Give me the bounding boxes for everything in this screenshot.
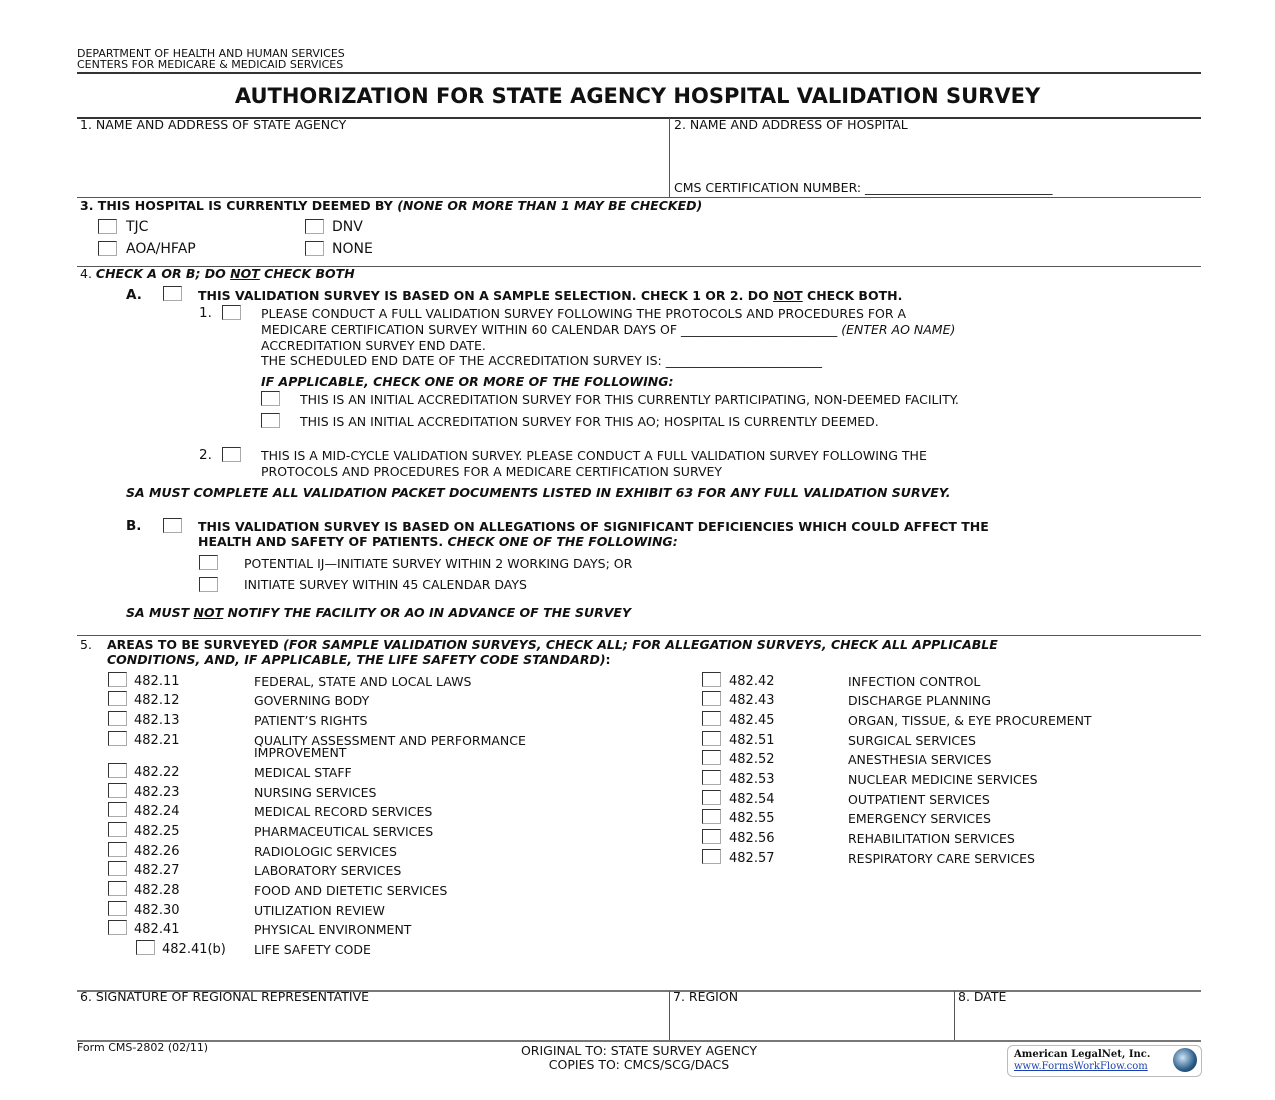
area-description: PHYSICAL ENVIRONMENT bbox=[254, 922, 412, 937]
area-checkbox[interactable] bbox=[702, 750, 721, 765]
area-description: GOVERNING BODY bbox=[254, 693, 370, 708]
option-b-checkbox[interactable] bbox=[163, 518, 182, 533]
scheduled-end-date-field[interactable]: THE SCHEDULED END DATE OF THE ACCREDITATION SURVEY IS: _________________________ bbox=[261, 353, 822, 368]
area-description: DISCHARGE PLANNING bbox=[848, 693, 991, 708]
area-code: 482.23 bbox=[134, 785, 180, 800]
area-description: ORGAN, TISSUE, & EYE PROCUREMENT bbox=[848, 713, 1092, 728]
area-checkbox[interactable] bbox=[108, 881, 127, 896]
area-code: 482.52 bbox=[729, 752, 775, 767]
divider bbox=[669, 991, 670, 1040]
area-description: MEDICAL RECORD SERVICES bbox=[254, 804, 433, 819]
within-45-days-label: INITIATE SURVEY WITHIN 45 CALENDAR DAYS bbox=[244, 577, 527, 592]
tjc-label: TJC bbox=[126, 219, 149, 235]
option-a1-marker: 1. bbox=[199, 305, 212, 321]
option-a2-checkbox[interactable] bbox=[222, 447, 241, 462]
area-code: 482.41 bbox=[134, 922, 180, 937]
none-label: NONE bbox=[332, 241, 373, 257]
section-5-number: 5. bbox=[80, 637, 92, 652]
option-a2-marker: 2. bbox=[199, 447, 212, 463]
department-name: DEPARTMENT OF HEALTH AND HUMAN SERVICES bbox=[77, 47, 345, 60]
area-code: 482.43 bbox=[729, 693, 775, 708]
option-a1-line: MEDICARE CERTIFICATION SURVEY WITHIN 60 CALENDAR DAYS OF _________________________ (ENTER AO NAME) bbox=[261, 322, 956, 337]
area-description: RESPIRATORY CARE SERVICES bbox=[848, 851, 1035, 866]
area-description: OUTPATIENT SERVICES bbox=[848, 792, 990, 807]
sa-must-complete-note: SA MUST COMPLETE ALL VALIDATION PACKET DOCUMENTS LISTED IN EXHIBIT 63 FOR ANY FULL VALIDATION SURVEY. bbox=[126, 485, 951, 500]
section-4-label: 4. CHECK A OR B; DO NOT CHECK BOTH bbox=[80, 266, 355, 281]
option-b-line: HEALTH AND SAFETY OF PATIENTS. CHECK ONE OF THE FOLLOWING: bbox=[198, 534, 678, 549]
if-applicable-label: IF APPLICABLE, CHECK ONE OR MORE OF THE FOLLOWING: bbox=[261, 374, 674, 389]
date-label: 8. DATE bbox=[958, 989, 1007, 1004]
hospital-label: 2. NAME AND ADDRESS OF HOSPITAL bbox=[674, 117, 908, 132]
divider bbox=[77, 1040, 1201, 1042]
area-code: 482.13 bbox=[134, 713, 180, 728]
area-code: 482.30 bbox=[134, 903, 180, 918]
formsworkflow-link[interactable]: www.FormsWorkFlow.com bbox=[1014, 1061, 1148, 1072]
area-description: INFECTION CONTROL bbox=[848, 674, 981, 689]
area-description: NUCLEAR MEDICINE SERVICES bbox=[848, 772, 1038, 787]
section-5-note: CONDITIONS, AND, IF APPLICABLE, THE LIFE SAFETY CODE STANDARD): bbox=[107, 652, 611, 667]
area-description: IMPROVEMENT bbox=[254, 745, 347, 760]
option-a1-line: PLEASE CONDUCT A FULL VALIDATION SURVEY FOLLOWING THE PROTOCOLS AND PROCEDURES FOR A bbox=[261, 306, 907, 321]
initial-deemed-label: THIS IS AN INITIAL ACCREDITATION SURVEY FOR THIS AO; HOSPITAL IS CURRENTLY DEEMED. bbox=[300, 414, 879, 429]
area-checkbox[interactable] bbox=[702, 849, 721, 864]
divider bbox=[77, 635, 1201, 636]
option-b-marker: B. bbox=[126, 518, 142, 534]
area-description: FOOD AND DIETETIC SERVICES bbox=[254, 883, 448, 898]
divider bbox=[77, 72, 1201, 74]
area-description: EMERGENCY SERVICES bbox=[848, 811, 991, 826]
none-checkbox[interactable] bbox=[305, 241, 324, 256]
state-agency-label: 1. NAME AND ADDRESS OF STATE AGENCY bbox=[80, 117, 347, 132]
area-code: 482.42 bbox=[729, 674, 775, 689]
area-checkbox[interactable] bbox=[108, 802, 127, 817]
divider bbox=[669, 118, 670, 197]
aoa-hfap-checkbox[interactable] bbox=[98, 241, 117, 256]
globe-icon bbox=[1173, 1048, 1197, 1072]
area-checkbox[interactable] bbox=[108, 901, 127, 916]
area-description: QUALITY ASSESSMENT AND PERFORMANCE bbox=[254, 733, 526, 748]
copies-to: COPIES TO: CMCS/SCG/DACS bbox=[548, 1057, 730, 1072]
area-description: SURGICAL SERVICES bbox=[848, 733, 976, 748]
area-checkbox[interactable] bbox=[108, 763, 127, 778]
area-checkbox[interactable] bbox=[108, 920, 127, 935]
area-checkbox[interactable] bbox=[702, 711, 721, 726]
initial-deemed-checkbox[interactable] bbox=[261, 413, 280, 428]
cms-certification-number-field[interactable]: CMS CERTIFICATION NUMBER: ______________________________ bbox=[674, 180, 1053, 195]
divider bbox=[954, 991, 955, 1040]
area-checkbox[interactable] bbox=[702, 672, 721, 687]
area-code: 482.56 bbox=[729, 831, 775, 846]
area-code: 482.27 bbox=[134, 863, 180, 878]
area-description: FEDERAL, STATE AND LOCAL LAWS bbox=[254, 674, 472, 689]
area-description: NURSING SERVICES bbox=[254, 785, 377, 800]
form-number: Form CMS-2802 (02/11) bbox=[77, 1041, 209, 1054]
potential-ij-label: POTENTIAL IJ—INITIATE SURVEY WITHIN 2 WORKING DAYS; OR bbox=[244, 556, 633, 571]
area-checkbox[interactable] bbox=[108, 861, 127, 876]
area-code: 482.54 bbox=[729, 792, 775, 807]
area-description: RADIOLOGIC SERVICES bbox=[254, 844, 397, 859]
option-a2-line: PROTOCOLS AND PROCEDURES FOR A MEDICARE CERTIFICATION SURVEY bbox=[261, 464, 723, 479]
option-b-line: THIS VALIDATION SURVEY IS BASED ON ALLEGATIONS OF SIGNIFICANT DEFICIENCIES WHICH COULD AFFECT THE bbox=[198, 519, 989, 534]
dnv-checkbox[interactable] bbox=[305, 219, 324, 234]
option-a-text: THIS VALIDATION SURVEY IS BASED ON A SAMPLE SELECTION. CHECK 1 OR 2. DO NOT CHECK BOTH. bbox=[198, 288, 903, 303]
option-a2-line: THIS IS A MID-CYCLE VALIDATION SURVEY. PLEASE CONDUCT A FULL VALIDATION SURVEY FOLLOWING THE bbox=[261, 448, 927, 463]
option-a1-line: ACCREDITATION SURVEY END DATE. bbox=[261, 338, 486, 353]
section-3-label: 3. THIS HOSPITAL IS CURRENTLY DEEMED BY (NONE OR MORE THAN 1 MAY BE CHECKED) bbox=[80, 198, 703, 213]
ao-name-field[interactable]: MEDICARE CERTIFICATION SURVEY WITHIN 60 CALENDAR DAYS OF _________________________ bbox=[261, 322, 842, 337]
area-checkbox[interactable] bbox=[108, 711, 127, 726]
area-checkbox[interactable] bbox=[702, 790, 721, 805]
within-45-days-checkbox[interactable] bbox=[199, 577, 218, 592]
dnv-label: DNV bbox=[332, 219, 363, 235]
area-code: 482.22 bbox=[134, 765, 180, 780]
area-code: 482.24 bbox=[134, 804, 180, 819]
area-checkbox[interactable] bbox=[702, 829, 721, 844]
potential-ij-checkbox[interactable] bbox=[199, 555, 218, 570]
american-legalnet-logo: American LegalNet, Inc. www.FormsWorkFlow.com bbox=[1007, 1045, 1202, 1077]
area-code: 482.12 bbox=[134, 693, 180, 708]
area-description: PATIENT’S RIGHTS bbox=[254, 713, 368, 728]
area-description: ANESTHESIA SERVICES bbox=[848, 752, 992, 767]
area-checkbox[interactable] bbox=[702, 691, 721, 706]
area-checkbox[interactable] bbox=[108, 783, 127, 798]
area-code: 482.11 bbox=[134, 674, 180, 689]
page-title: AUTHORIZATION FOR STATE AGENCY HOSPITAL VALIDATION SURVEY bbox=[234, 84, 1041, 108]
area-checkbox[interactable] bbox=[108, 842, 127, 857]
area-description: REHABILITATION SERVICES bbox=[848, 831, 1015, 846]
area-description: LABORATORY SERVICES bbox=[254, 863, 402, 878]
area-description: UTILIZATION REVIEW bbox=[254, 903, 385, 918]
area-checkbox[interactable] bbox=[136, 940, 155, 955]
initial-non-deemed-checkbox[interactable] bbox=[261, 391, 280, 406]
aoa-hfap-label: AOA/HFAP bbox=[126, 241, 196, 257]
option-a-checkbox[interactable] bbox=[163, 286, 182, 301]
area-code: 482.57 bbox=[729, 851, 775, 866]
area-code: 482.55 bbox=[729, 811, 775, 826]
area-code: 482.28 bbox=[134, 883, 180, 898]
area-checkbox[interactable] bbox=[108, 822, 127, 837]
original-to: ORIGINAL TO: STATE SURVEY AGENCY bbox=[520, 1043, 758, 1058]
area-code: 482.21 bbox=[134, 733, 180, 748]
area-checkbox[interactable] bbox=[702, 731, 721, 746]
area-checkbox[interactable] bbox=[702, 770, 721, 785]
area-code: 482.51 bbox=[729, 733, 775, 748]
region-label: 7. REGION bbox=[673, 989, 739, 1004]
section-5-label: AREAS TO BE SURVEYED (FOR SAMPLE VALIDATION SURVEYS, CHECK ALL; FOR ALLEGATION SURVEYS, CHECK ALL APPLICABLE bbox=[107, 637, 998, 652]
initial-non-deemed-label: THIS IS AN INITIAL ACCREDITATION SURVEY FOR THIS CURRENTLY PARTICIPATING, NON-DEEMED FACILITY. bbox=[300, 392, 959, 407]
area-checkbox[interactable] bbox=[108, 691, 127, 706]
area-description: PHARMACEUTICAL SERVICES bbox=[254, 824, 434, 839]
area-code: 482.26 bbox=[134, 844, 180, 859]
option-a1-checkbox[interactable] bbox=[222, 305, 241, 320]
area-code: 482.45 bbox=[729, 713, 775, 728]
area-code: 482.41(b) bbox=[162, 942, 226, 957]
agency-name: CENTERS FOR MEDICARE & MEDICAID SERVICES bbox=[77, 58, 344, 71]
area-checkbox[interactable] bbox=[702, 809, 721, 824]
option-a-marker: A. bbox=[126, 287, 142, 303]
sa-must-not-notify-note: SA MUST NOT NOTIFY THE FACILITY OR AO IN ADVANCE OF THE SURVEY bbox=[126, 605, 631, 620]
area-checkbox[interactable] bbox=[108, 672, 127, 687]
area-code: 482.53 bbox=[729, 772, 775, 787]
area-description: MEDICAL STAFF bbox=[254, 765, 352, 780]
tjc-checkbox[interactable] bbox=[98, 219, 117, 234]
area-description: LIFE SAFETY CODE bbox=[254, 942, 371, 957]
area-checkbox[interactable] bbox=[108, 731, 127, 746]
signature-label: 6. SIGNATURE OF REGIONAL REPRESENTATIVE bbox=[80, 989, 370, 1004]
area-code: 482.25 bbox=[134, 824, 180, 839]
